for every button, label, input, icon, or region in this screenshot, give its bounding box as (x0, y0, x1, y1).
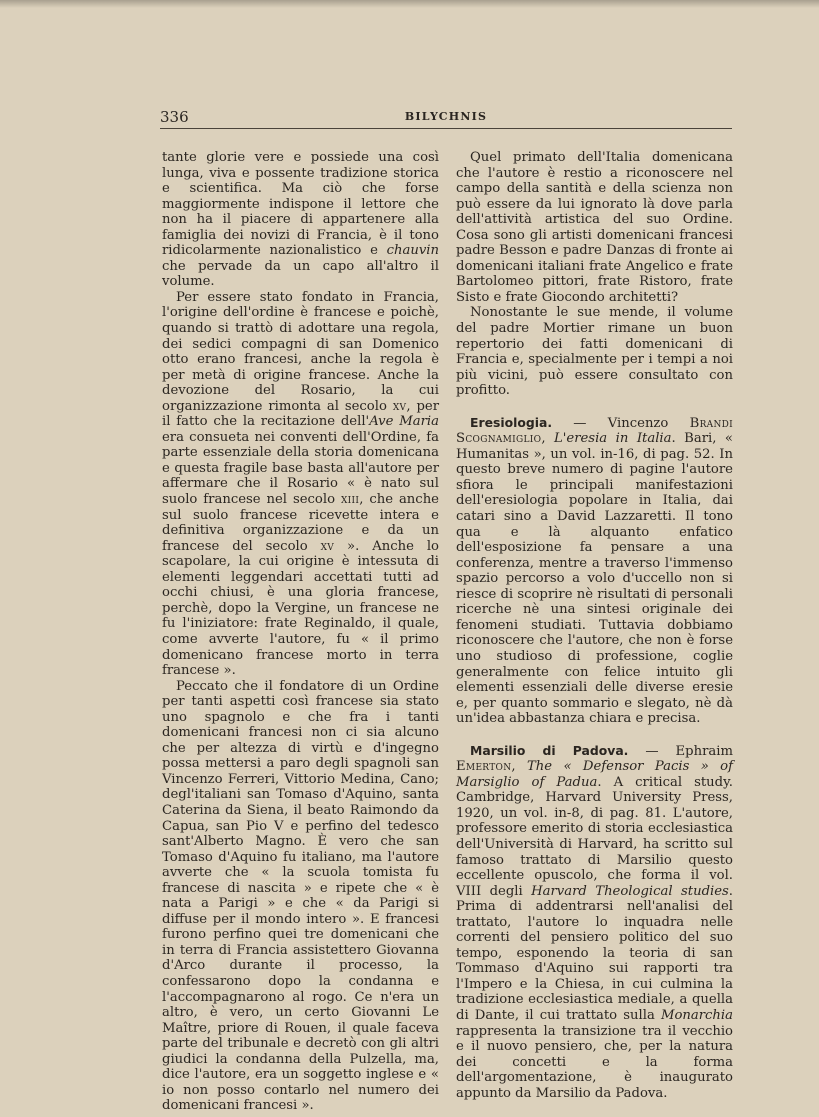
paragraph: Nonostante le sue mende, il volume del padre Mortier rimane un buon repertorio dei fatti domenicani di Francia e, specialmente per i tempi a noi più vicini, può essere consultato con profitto. (456, 305, 733, 399)
page-header (160, 108, 732, 130)
review-eresiologia: Eresiologia. — Vincenzo Brandi Scognamiglio, L'eresia in Italia. Bari, « Humanitas », un vol. in-16, di pag. 52. In questo breve numero di pagine l'autore sfiora le principali manifestazioni dell'eresiologia popolare in Italia, dai catari sino a David Lazzaretti. Il tono qua e là alquanto enfatico dell'esposizione fa pensare a una conferenza, mentre a traverso l'immenso spazio percorso a volo d'uccello non si riesce di scoprire nè risultati di personali ricerche nè una sintesi originale dei fenomeni studiati. Tuttavia dobbiamo riconoscere che l'autore, che non è forse uno studioso di professione, coglie generalmente con felice intuito gli elementi essenziali delle diverse eresie e, per quanto sommario e slegato, nè dà un'idea abbastanza chiara e precisa. (456, 414, 733, 727)
page-number: 336 (160, 108, 189, 126)
review-book-title: L'eresia in Italia (554, 431, 672, 447)
review-marsilio: Marsilio di Padova. — Ephraim Emerton, The « Defensor Pacis » of Marsiglio of Padua. A critical study. Cambridge, Harvard University Press, 1920, un vol. in-8, di pag. 81. L'autore, professore emerito di storia ecclesiastica dell'Università di Harvard, ha scritto sul famoso trattato di Marsilio questo eccellente opuscolo, che forma il vol. VIII degli Harvard Theological studies. Prima di addentrarsi nell'analisi del trattato, l'autore lo inquadra nelle correnti del pensiero politico del suo tempo, esponendo la teoria di san Tommaso d'Aquino sui rapporti tra l'Impero e la Chiesa, in cui culmina la tradizione ecclesiastica mediale, a quella di Dante, il cui trattato sulla Monarchia rappresenta la transizione tra il vecchio e il nuovo pensiero, che, per la natura dei concetti e la forma dell'argomentazione, è inaugurato appunto da Marsilio da Padova. (456, 742, 733, 1101)
review-book-title: The « Defensor Pacis » of Marsiglio of Padua (456, 759, 733, 790)
paragraph: tante glorie vere e possiede una così lunga, viva e possente tradizione storica e scientifica. Ma ciò che forse maggiormente indispone il lettore che non ha il piacere di appartenere alla famiglia dei novizi di Francia, è il tono ridicolarmente nazionalistico e chauvin che pervade da un capo all'altro il volume. (162, 150, 439, 290)
review-author: Emerton (456, 759, 512, 775)
paragraph: Per essere stato fondato in Francia, l'origine dell'ordine è francese e poichè, quando si trattò di adottare una regola, dei sedici compagni di san Domenico otto erano francesi, anche la regola è per metà di origine francese. Anche la devozione del Rosario, la cui organizzazione rimonta al secolo xv, per il fatto che la recitazione dell'Ave Maria era consueta nei conventi dell'Ordine, fa parte essenziale della storia domenicana e questa fragile base basta all'autore per affermare che il Rosario « è nato sul suolo francese nel secolo xiii, che anche sul suolo francese ricevette intera e definitiva organizzazione e da un francese del secolo xv ». Anche lo scapolare, la cui origine è intessuta di elementi leggendari accettati tutti ad occhi chiusi, è una gloria francese, perchè, dopo la Vergine, un francese ne fu l'iniziatore: frate Reginaldo, il quale, come avverte l'autore, fu « il primo domenicano francese morto in terra francese ». (162, 289, 440, 679)
header-rule (160, 128, 732, 129)
paragraph: Quel primato dell'Italia domenicana che l'autore è restio a riconoscere nel campo della santità e della scienza non può essere da lui ignorato là dove parla dell'attività artistica del suo Ordine. Cosa sono gli artisti domenicani francesi padre Besson e padre Danzas di fronte ai domenicani italiani frate Angelico e frate Bartolomeo pittori, frate Ristoro, frate Sisto e frate Giocondo architetti? (456, 150, 733, 305)
right-column (456, 150, 733, 1114)
review-author: Brandi Scognamiglio (456, 415, 733, 447)
left-column (162, 150, 439, 1114)
paragraph: Peccato che il fondatore di un Ordine per tanti aspetti così francese sia stato uno spagnolo e che fra i tanti domenicani francesi non ci sia alcuno che per altezza di virtù e d'ingegno possa mettersi a paro degli spagnoli san Vincenzo Ferreri, Vittorio Medina, Cano; degl'italiani san Tomaso d'Aquino, santa Caterina da Siena, il beato Raimondo da Capua, san Pio V e perfino del tedesco sant'Alberto Magno. È vero che san Tomaso d'Aquino fu italiano, ma l'autore avverte che « la scuola tomista fu francese di nascita » e ripete che « è nata a Parigi » e che « da Parigi si diffuse per il mondo intero ». E francesi furono perfino quei tre domenicani che in terra di Francia assistettero Giovanna d'Arco durante il processo, la confessarono dopo la condanna e l'accompagnarono al rogo. Ce n'era un altro, è vero, un certo Giovanni Le Maître, priore di Rouen, il quale faceva parte del tribunale e decretò con gli altri giudici la condanna della Pulzella, ma, dice l'autore, era un soggetto inglese e « io non posso contarlo nel numero dei domenicani francesi ». (162, 678, 439, 1114)
page-top-edge (0, 0, 819, 8)
review-heading: Marsilio di Padova. (470, 742, 629, 758)
running-title: BILYCHNIS (404, 110, 488, 123)
review-heading: Eresiologia. (470, 414, 553, 430)
